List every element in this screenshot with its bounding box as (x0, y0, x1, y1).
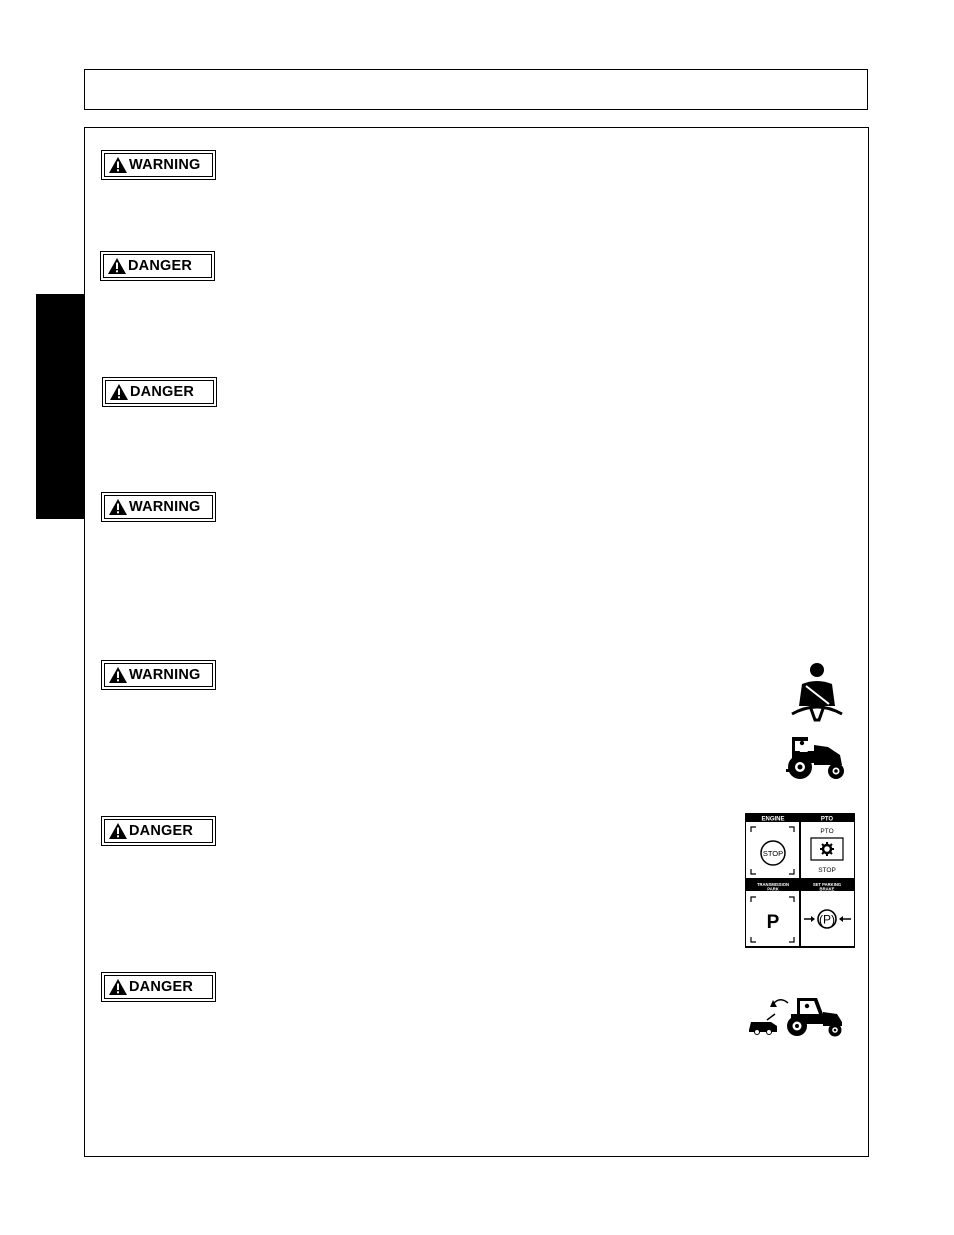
danger-label-3 (101, 816, 216, 846)
danger-label-text: DANGER (128, 257, 193, 274)
brake-symbol-text: (P) (819, 912, 835, 927)
alert-triangle-icon (109, 823, 127, 839)
section-side-tab (36, 294, 84, 519)
alert-triangle-icon (109, 667, 127, 683)
warning-label-1 (101, 150, 216, 180)
danger-label-text: DANGER (129, 822, 194, 839)
danger-label-text: DANGER (129, 978, 194, 995)
alert-triangle-icon (109, 499, 127, 515)
warning-label-text: WARNING (129, 498, 201, 515)
parking-brake-icon (804, 910, 851, 928)
danger-label-2 (102, 377, 217, 407)
transmission-caption-line1: TRANSMISSION (756, 882, 790, 887)
seatbelt-operator-icon (789, 660, 845, 722)
tractor-rops-icon (784, 733, 848, 781)
transmission-caption-line2: PARK (767, 886, 779, 892)
pto-bottom-text: STOP (818, 867, 836, 874)
transmission-park-icon (751, 897, 794, 942)
danger-label-4 (101, 972, 216, 1002)
pto-stop-icon (811, 828, 843, 874)
pto-top-text: PTO (820, 828, 834, 835)
alert-triangle-icon (109, 979, 127, 995)
danger-label-text: DANGER (130, 383, 195, 400)
warning-label-text: WARNING (129, 666, 201, 683)
alert-triangle-icon (108, 258, 126, 274)
alert-triangle-icon (110, 384, 128, 400)
park-letter: P (766, 912, 780, 933)
warning-label-text: WARNING (129, 156, 201, 173)
brake-caption-line2: BRAKE (819, 886, 835, 892)
warning-label-2 (101, 492, 216, 522)
engine-stop-text: STOP (762, 849, 784, 858)
brake-caption-line1: SET PARKING (812, 882, 842, 887)
engine-stop-icon (751, 827, 794, 874)
warning-label-3 (101, 660, 216, 690)
engine-caption: ENGINE (761, 816, 785, 823)
pto-caption: PTO (820, 816, 834, 823)
tractor-mower-icon (747, 992, 845, 1038)
shutdown-control-panel (745, 813, 855, 948)
alert-triangle-icon (109, 157, 127, 173)
danger-label-1 (100, 251, 215, 281)
page-header-box (84, 69, 868, 110)
